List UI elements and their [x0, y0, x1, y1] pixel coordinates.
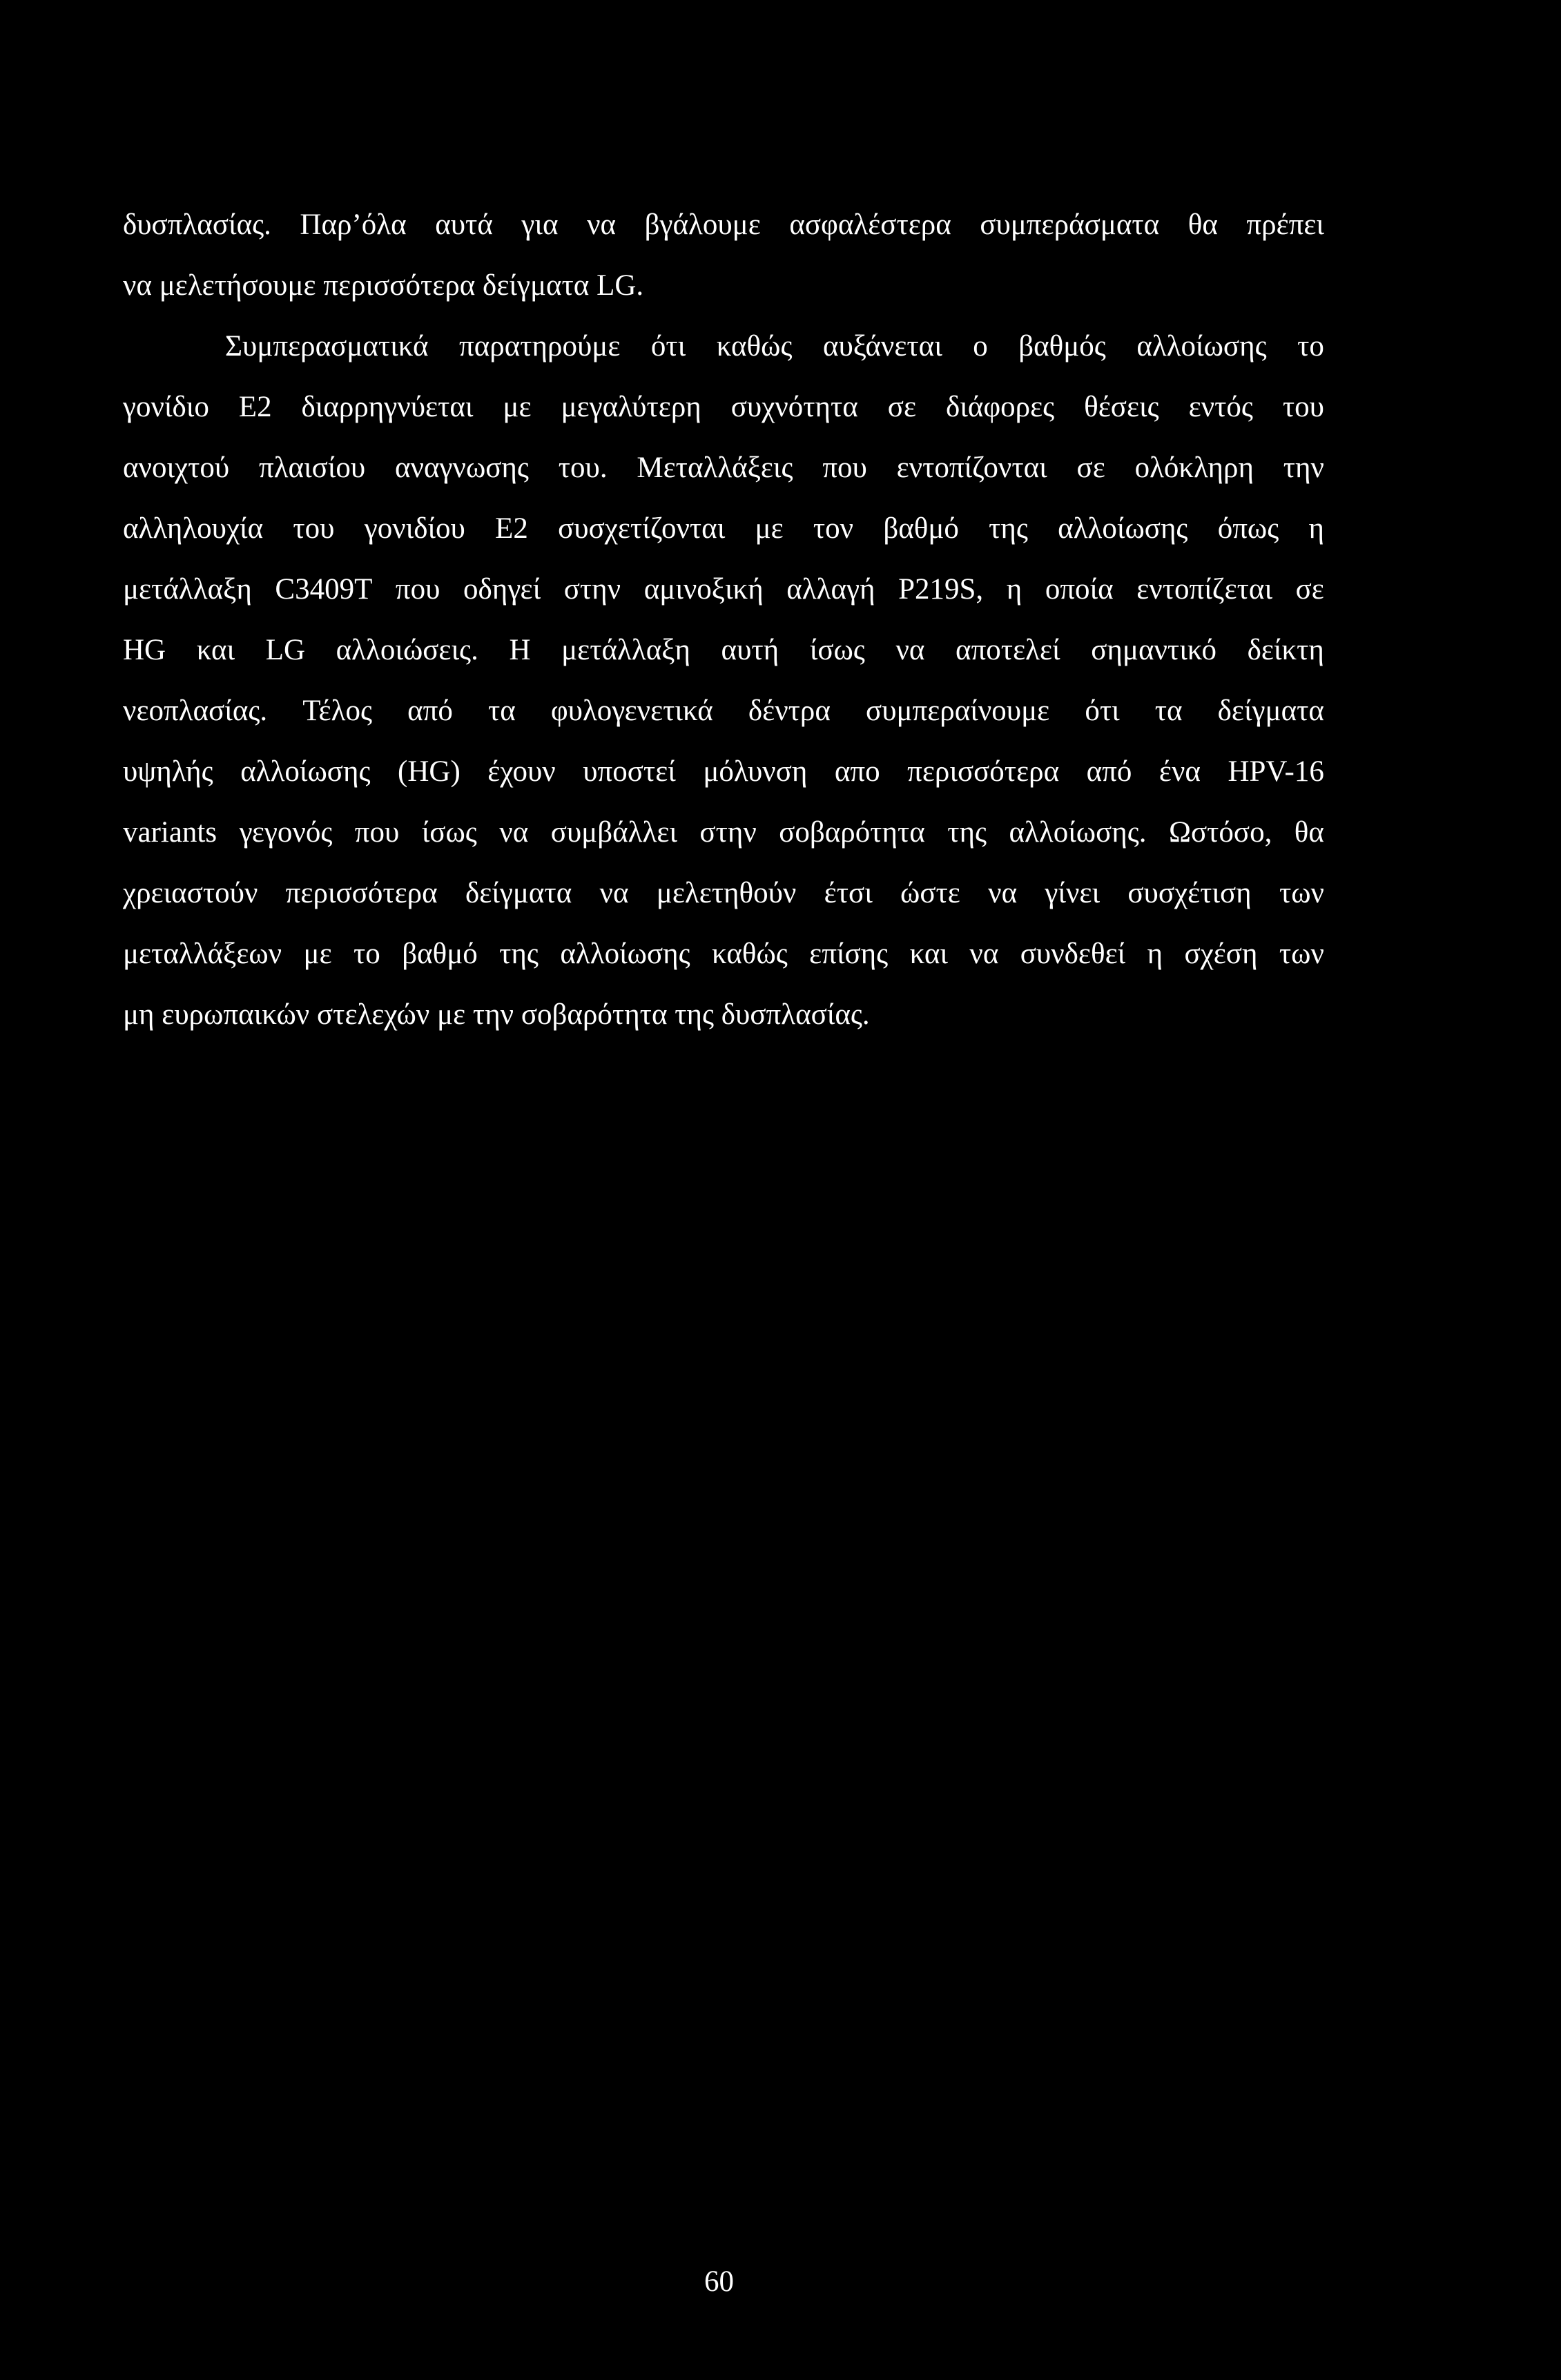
word: από — [1086, 755, 1132, 788]
word: του — [1282, 391, 1324, 423]
text-line — [123, 316, 1324, 377]
word: του. — [558, 452, 608, 484]
word: τα — [487, 695, 516, 727]
word: από — [407, 695, 453, 727]
word: παρατηρούμε — [459, 330, 621, 362]
text-line — [123, 620, 1324, 681]
word: οποία — [1045, 573, 1114, 606]
word: διάφορες — [945, 391, 1055, 423]
word: γονίδιο — [123, 391, 209, 423]
text-line — [123, 559, 1324, 620]
text-line — [123, 863, 1324, 924]
word: φυλογενετικά — [550, 695, 713, 727]
word: σε — [1295, 573, 1324, 606]
word: θα — [1294, 816, 1324, 849]
text-line — [123, 499, 1324, 559]
text-line — [123, 377, 1324, 438]
word: έχουν — [487, 755, 556, 788]
word: ένα — [1158, 755, 1201, 788]
word: μόλυνση — [703, 755, 808, 788]
word: Μεταλλάξεις — [637, 452, 793, 484]
word: συχνότητα — [730, 391, 858, 423]
word: να — [895, 634, 925, 666]
word: για — [521, 209, 559, 241]
word: γεγονός — [239, 816, 333, 849]
text-line — [123, 195, 1324, 255]
word: όπως — [1217, 512, 1279, 545]
word: η — [1308, 512, 1324, 545]
word: variants — [123, 816, 217, 849]
text-line — [123, 924, 1324, 985]
word: καθώς — [712, 938, 788, 970]
word: βαθμό — [883, 512, 959, 545]
word: γίνει — [1045, 877, 1101, 909]
word: συμπεραίνουμε — [866, 695, 1050, 727]
word: στην — [563, 573, 621, 606]
word: βγάλουμε — [644, 209, 761, 241]
word: να — [499, 816, 529, 849]
word: συνδεθεί — [1020, 938, 1126, 970]
word: βαθμός — [1018, 330, 1106, 362]
word: (HG) — [398, 755, 460, 788]
word: την — [1283, 452, 1324, 484]
word: σε — [1076, 452, 1105, 484]
text-line — [123, 681, 1324, 742]
word: Συμπερασματικά — [225, 330, 429, 362]
word: τον — [813, 512, 854, 545]
text-line — [123, 255, 1324, 316]
page-number: 60 — [704, 2265, 734, 2298]
word: της — [989, 512, 1028, 545]
word: αλλοίωσης — [1058, 512, 1188, 545]
word: Ε2 — [238, 391, 272, 423]
word: εντοπίζεται — [1136, 573, 1273, 606]
word: αλλαγή — [786, 573, 875, 606]
word: Ε2 — [495, 512, 528, 545]
word: ολόκληρη — [1134, 452, 1254, 484]
word: να — [988, 877, 1018, 909]
word: αλληλουχία — [123, 512, 264, 545]
word: Η — [509, 634, 531, 666]
word: το — [1297, 330, 1324, 362]
word: ο — [973, 330, 988, 362]
word: συσχετίζονται — [558, 512, 726, 545]
word: της — [499, 938, 539, 970]
word: Τέλος — [302, 695, 372, 727]
word: μελετηθούν — [656, 877, 797, 909]
word: και — [909, 938, 948, 970]
word: με — [755, 512, 784, 545]
text-line — [123, 742, 1324, 802]
word: επίσης — [809, 938, 889, 970]
word: αλλοίωσης — [1136, 330, 1267, 362]
word: οδηγεί — [463, 573, 541, 606]
word: καθώς — [716, 330, 793, 362]
word: η — [1006, 573, 1022, 606]
word: αλλοίωσης — [240, 755, 371, 788]
word: εντός — [1188, 391, 1253, 423]
word: να — [587, 209, 617, 241]
word: HPV-16 — [1228, 755, 1324, 788]
word: που — [395, 573, 440, 606]
word: υψηλής — [123, 755, 213, 788]
word: δείγματα — [1217, 695, 1324, 727]
word: HG — [123, 634, 166, 666]
word: αυτά — [435, 209, 493, 241]
word: που — [354, 816, 400, 849]
word: μετάλλαξη — [123, 573, 252, 606]
word: του — [293, 512, 335, 545]
word: Παρ’όλα — [300, 209, 407, 241]
paragraph-1 — [123, 195, 1324, 316]
word: αυτή — [721, 634, 779, 666]
word: σοβαρότητα — [779, 816, 925, 849]
word: αλλοιώσεις. — [336, 634, 478, 666]
word: LG — [265, 634, 306, 666]
word: πλαισίου — [259, 452, 366, 484]
word: ότι — [650, 330, 686, 362]
word: ασφαλέστερα — [789, 209, 951, 241]
word: θέσεις — [1084, 391, 1159, 423]
word: τα — [1154, 695, 1183, 727]
word: να — [599, 877, 629, 909]
word: χρειαστούν — [123, 877, 258, 909]
word: με — [503, 391, 532, 423]
word: και — [196, 634, 235, 666]
word: συμπεράσματα — [980, 209, 1160, 241]
word: P219S, — [898, 573, 984, 606]
word: που — [822, 452, 867, 484]
word: αμινοξική — [643, 573, 764, 606]
text-line — [123, 985, 1324, 1045]
word: δέντρα — [748, 695, 831, 727]
word: ώστε — [900, 877, 960, 909]
paragraph-2 — [123, 316, 1324, 1045]
word: C3409T — [275, 573, 373, 606]
word: περισσότερα — [285, 877, 438, 909]
word: θα — [1187, 209, 1218, 241]
word: πρέπει — [1246, 209, 1324, 241]
word: έτσι — [824, 877, 873, 909]
word: αυξάνεται — [822, 330, 942, 362]
word: των — [1279, 877, 1324, 909]
word: βαθμό — [402, 938, 478, 970]
word: μεταλλάξεων — [123, 938, 282, 970]
word: συσχέτιση — [1127, 877, 1252, 909]
word: σημαντικό — [1091, 634, 1216, 666]
line-text: να μελετήσουμε περισσότερα δείγματα LG. — [123, 269, 644, 302]
word: δείκτη — [1247, 634, 1324, 666]
word: διαρρηγνύεται — [301, 391, 474, 423]
word: μετάλλαξη — [561, 634, 690, 666]
word: ίσως — [421, 816, 477, 849]
word: ανοιχτού — [123, 452, 230, 484]
word: εντοπίζονται — [896, 452, 1047, 484]
word: γονιδίου — [364, 512, 465, 545]
word: περισσότερα — [907, 755, 1060, 788]
word: ίσως — [809, 634, 865, 666]
word: Ωστόσο, — [1169, 816, 1272, 849]
word: δυσπλασίας. — [123, 209, 271, 241]
word: νεοπλασίας. — [123, 695, 268, 727]
word: δείγματα — [465, 877, 572, 909]
word: αναγνωσης — [395, 452, 529, 484]
word: σχέση — [1184, 938, 1258, 970]
word: της — [947, 816, 987, 849]
word: αλλοίωσης — [560, 938, 690, 970]
word: αλλοίωσης. — [1009, 816, 1147, 849]
word: ότι — [1085, 695, 1120, 727]
text-line — [123, 802, 1324, 863]
word: απο — [834, 755, 880, 788]
word: συμβάλλει — [550, 816, 677, 849]
word: η — [1147, 938, 1163, 970]
word: στην — [699, 816, 757, 849]
word: υποστεί — [583, 755, 676, 788]
word: το — [353, 938, 380, 970]
word: μεγαλύτερη — [561, 391, 701, 423]
word: σε — [887, 391, 917, 423]
word: των — [1279, 938, 1324, 970]
text-line — [123, 438, 1324, 499]
word: με — [303, 938, 332, 970]
word: αποτελεί — [956, 634, 1060, 666]
word: να — [969, 938, 999, 970]
line-text: μη ευρωπαικών στελεχών με την σοβαρότητα της δυσπλασίας. — [123, 998, 870, 1031]
